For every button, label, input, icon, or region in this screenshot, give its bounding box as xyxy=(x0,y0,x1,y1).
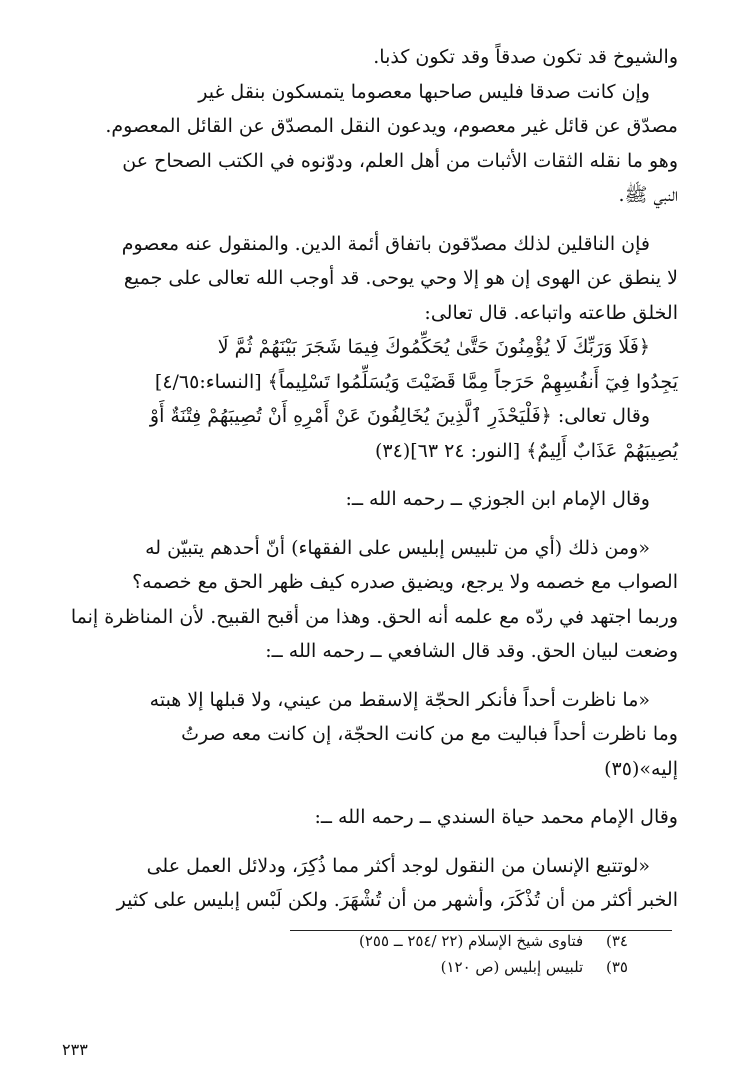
footnote-number: ٣٥) xyxy=(606,958,628,976)
text-line: وربما اجتهد في ردّه مع علمه أنه الحق. وهذا من أقبح القبيح. لأن المناظرة إنما xyxy=(70,605,678,628)
paragraph-3 xyxy=(62,227,678,331)
paragraph-sindi-intro xyxy=(62,800,678,835)
footnote-text: فتاوى شيخ الإسلام (٢٢ /٢٥٤ ــ ٢٥٥) xyxy=(359,932,584,950)
text-line: إليه»(٣٥) xyxy=(604,757,678,780)
text-line: والشيوخ قد تكون صدقاً وقد تكون كذبا. xyxy=(373,46,678,68)
quote-sindi xyxy=(62,849,678,918)
paragraph-ibn-al-jawzi-intro xyxy=(62,482,678,517)
text-line: وقال الإمام محمد حياة السندي ــ رحمه الله ــ: xyxy=(314,806,678,828)
text-line: وإن كانت صدقا فليس صاحبها معصوما يتمسكون بنقل غير xyxy=(198,80,650,103)
page-number: ٢٣٣ xyxy=(62,1040,88,1059)
paragraph-1 xyxy=(62,40,678,75)
main-text xyxy=(62,40,678,918)
footnotes xyxy=(62,928,678,980)
quote-ibn-al-jawzi xyxy=(62,531,678,669)
quran-verse-line: ﴿فَلَا وَرَبِّكَ لَا يُؤْمِنُونَ حَتَّىٰ يُحَكِّمُوكَ فِيمَا شَجَرَ بَيْنَهُمْ ثُمَّ لَا xyxy=(217,336,650,358)
text-line: النبي ﷺ. xyxy=(618,184,678,206)
text-line: «ما ناظرت أحداً فأنكر الحجّة إلاسقط من عيني، ولا قبلها إلا هبته xyxy=(149,688,650,711)
text-line: وقال الإمام ابن الجوزي ــ رحمه الله ــ: xyxy=(345,488,650,510)
paragraph-2 xyxy=(62,75,678,213)
quote-shafii xyxy=(62,683,678,787)
text-line: فإن الناقلين لذلك مصدّقون باتفاق أئمة الدين. والمنقول عنه معصوم xyxy=(121,232,650,255)
quran-verse-line: يَجِدُوا فِيٓ أَنفُسِهِمْ حَرَجاً مِمَّا قَضَيْتَ وَيُسَلِّمُوا تَسْلِيماً﴾ [النساء:٤/٦٥] xyxy=(154,370,678,393)
footnote-number: ٣٤) xyxy=(606,932,628,950)
text-line: الخلق طاعته واتباعه. قال تعالى: xyxy=(424,301,678,324)
text-line: «ومن ذلك (أي من تلبيس إبليس على الفقهاء) أنّ أحدهم يتبيّن له xyxy=(145,536,650,559)
footnote-text: تلبيس إبليس (ص ١٢٠) xyxy=(440,958,584,976)
text-line: لا ينطق عن الهوى إن هو إلا وحي يوحى. قد أوجب الله تعالى على جميع xyxy=(123,267,678,289)
text-line: وهو ما نقله الثقات الأثبات من أهل العلم، ودوّنوه في الكتب الصحاح عن xyxy=(122,149,678,172)
text-line: الخبر أكثر من أن تُذْكَرَ، وأشهر من أن تُشْهَرَ. ولكن لَبْس إبليس على كثير xyxy=(116,889,678,911)
quran-verse-line: وقال تعالى: ﴿فَلْيَحْذَرِ ٱلَّذِينَ يُخَالِفُونَ عَنْ أَمْرِهِ أَنْ تُصِيبَهُمْ فِتْنَةٌ أَوْ xyxy=(149,405,650,427)
text-line: وما ناظرت أحداً فباليت مع من كانت الحجّة، إن كانت معه صرتُ xyxy=(181,723,678,745)
quran-quotes xyxy=(62,330,678,468)
text-line: الصواب مع خصمه ولا يرجع، ويضيق صدره كيف ظهر الحق مع خصمه؟ xyxy=(132,571,678,593)
quran-verse-line: يُصِيبَهُمْ عَذَابٌ أَلِيمٌ﴾ [النور: ٢٤ ٦٣](٣٤) xyxy=(374,439,678,462)
footnote-34 xyxy=(62,928,678,954)
text-line: «لوتتبع الإنسان من النقول لوجد أكثر مما ذُكِرَ، ودلائل العمل على xyxy=(146,854,650,877)
footnote-35 xyxy=(62,954,678,980)
text-line: وضعت لبيان الحق. وقد قال الشافعي ــ رحمه الله ــ: xyxy=(265,640,678,662)
text-line: مصدّق عن قائل غير معصوم، ويدعون النقل المصدّق عن القائل المعصوم. xyxy=(105,115,678,137)
